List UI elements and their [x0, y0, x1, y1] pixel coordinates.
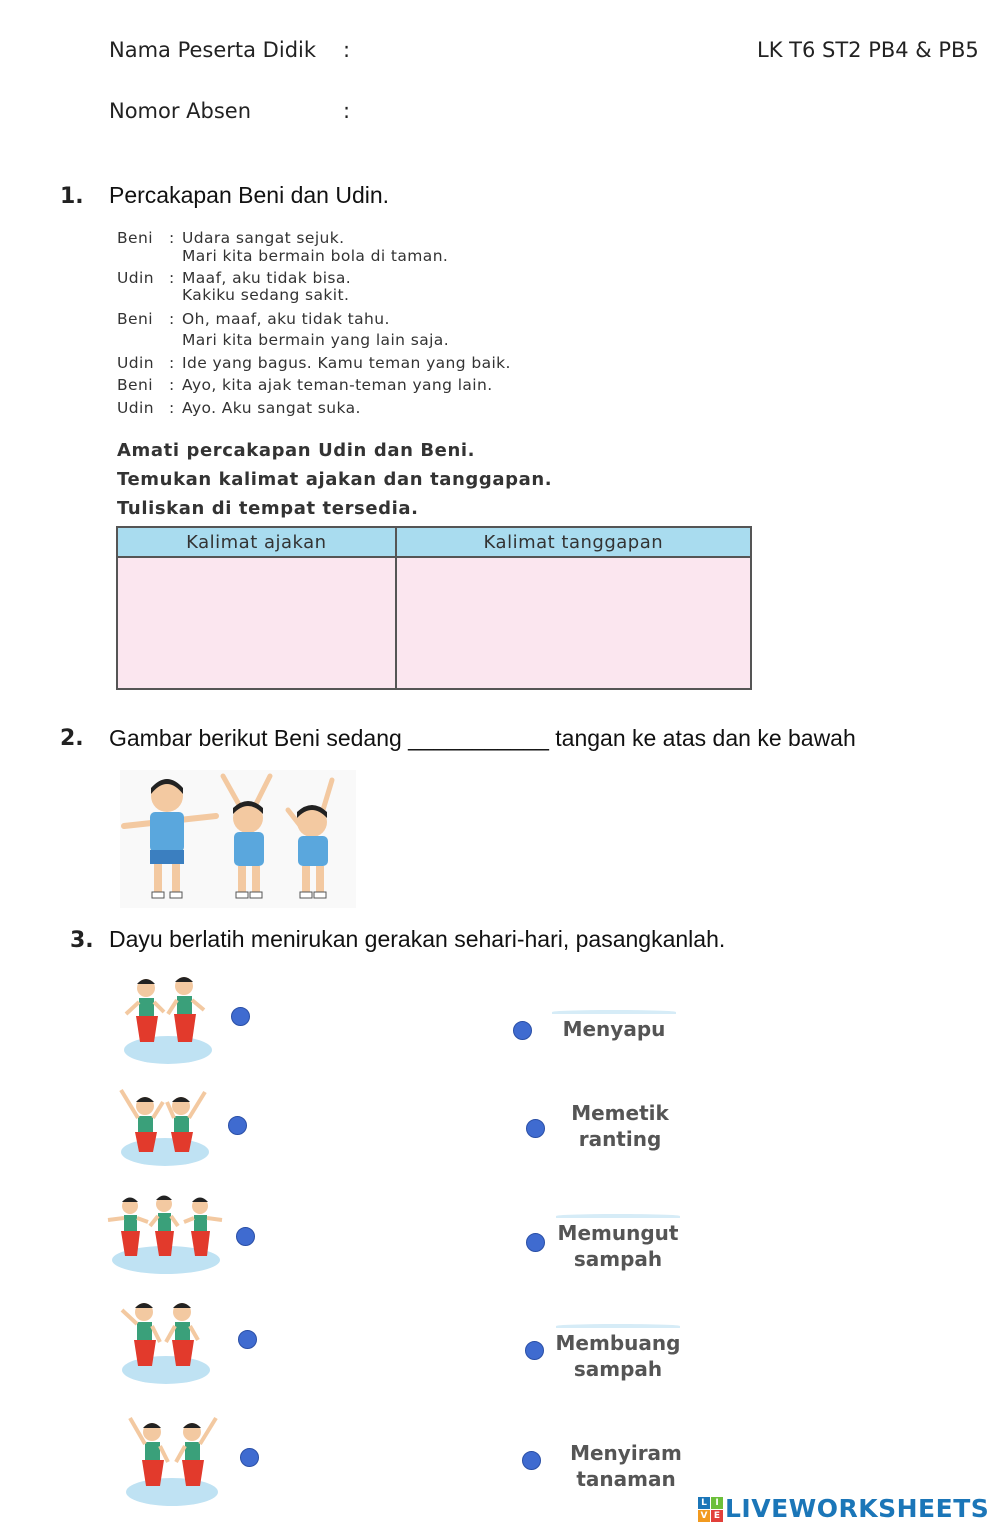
dancer-image-1 [120, 970, 216, 1066]
liveworksheets-logo-icon [698, 1497, 722, 1521]
match-dot-left-5[interactable] [240, 1448, 259, 1467]
question-2-text: Gambar berikut Beni sedang ___________ tangan ke atas dan ke bawah [109, 725, 856, 751]
logo-letter: E [711, 1510, 723, 1522]
absen-label: Nomor Absen [109, 99, 252, 123]
dialogue-line: Ayo, kita ajak teman-teman yang lain. [182, 376, 493, 394]
worksheet-code: LK T6 ST2 PB4 & PB5 [757, 38, 979, 62]
match-dot-right-4[interactable] [525, 1341, 544, 1360]
dialogue-line: Maaf, aku tidak bisa. [182, 269, 352, 287]
dialogue-speaker: Beni [117, 229, 153, 247]
dialogue-line: Mari kita bermain bola di taman. [182, 247, 449, 265]
match-dot-left-2[interactable] [228, 1116, 247, 1135]
question-1-number: 1. [60, 184, 84, 209]
option-text: sampah [573, 1357, 663, 1381]
option-label-4 [548, 1324, 688, 1382]
label-cap-decoration [556, 1324, 680, 1328]
match-dot-left-1[interactable] [231, 1007, 250, 1026]
option-text: sampah [573, 1247, 663, 1271]
instruction-1: Amati percakapan Udin dan Beni. [117, 440, 476, 461]
option-label-1 [544, 1010, 684, 1042]
option-label-5 [556, 1440, 696, 1492]
dialogue-line: Udara sangat sejuk. [182, 229, 345, 247]
dialogue-speaker: Beni [117, 376, 153, 394]
logo-letter: L [698, 1497, 710, 1509]
dialogue-separator: : [169, 229, 175, 247]
match-dot-right-3[interactable] [526, 1233, 545, 1252]
option-text: Memetik [571, 1101, 669, 1125]
option-label-3 [548, 1214, 688, 1272]
dialogue-speaker: Beni [117, 310, 153, 328]
option-text: ranting [578, 1127, 662, 1151]
match-dot-right-2[interactable] [526, 1119, 545, 1138]
match-dot-right-1[interactable] [513, 1021, 532, 1040]
absen-colon: : [343, 99, 351, 123]
option-text: Memungut [557, 1221, 679, 1245]
dialogue-line: Oh, maaf, aku tidak tahu. [182, 310, 390, 328]
dialogue-line: Ide yang bagus. Kamu teman yang baik. [182, 354, 511, 372]
name-colon: : [343, 38, 351, 62]
logo-letter: V [698, 1510, 710, 1522]
student-name-label: Nama Peserta Didik [109, 38, 317, 62]
match-dot-left-4[interactable] [238, 1330, 257, 1349]
dancer-image-2 [115, 1080, 215, 1168]
question-1-title: Percakapan Beni dan Udin. [109, 182, 390, 208]
option-text: tanaman [576, 1467, 676, 1491]
liveworksheets-wordmark: LIVEWORKSHEETS [725, 1494, 990, 1523]
question-3-text: Dayu berlatih menirukan gerakan sehari-hari, pasangkanlah. [109, 926, 726, 952]
match-dot-right-5[interactable] [522, 1451, 541, 1470]
instruction-3: Tuliskan di tempat tersedia. [117, 498, 419, 519]
label-cap-decoration [552, 1010, 676, 1014]
option-text: Membuang [555, 1331, 681, 1355]
option-text: Menyiram [570, 1441, 682, 1465]
answer-table [116, 526, 752, 690]
boy-stretching-illustration [120, 770, 356, 908]
dialogue-line: Mari kita bermain yang lain saja. [182, 331, 450, 349]
dialogue-speaker: Udin [117, 354, 154, 372]
option-label-2 [550, 1100, 690, 1152]
dialogue-speaker: Udin [117, 269, 154, 287]
dialogue-separator: : [169, 354, 175, 372]
answer-cell-tanggapan[interactable] [396, 557, 751, 689]
dialogue-separator: : [169, 310, 175, 328]
label-cap-decoration [556, 1214, 680, 1218]
header-kalimat-tanggapan: Kalimat tanggapan [396, 527, 751, 557]
dancer-image-4 [116, 1294, 216, 1386]
dancer-image-3 [106, 1190, 226, 1276]
instruction-2: Temukan kalimat ajakan dan tanggapan. [117, 469, 553, 490]
logo-letter: I [711, 1497, 723, 1509]
option-text: Menyapu [562, 1017, 666, 1041]
dialogue-speaker: Udin [117, 399, 154, 417]
liveworksheets-logo [698, 1494, 989, 1523]
answer-cell-ajakan[interactable] [117, 557, 396, 689]
dialogue-separator: : [169, 399, 175, 417]
question-2-number: 2. [60, 726, 84, 751]
dialogue-line: Kakiku sedang sakit. [182, 286, 350, 304]
match-dot-left-3[interactable] [236, 1227, 255, 1246]
dialogue-separator: : [169, 376, 175, 394]
dialogue-line: Ayo. Aku sangat suka. [182, 399, 361, 417]
question-3-number: 3. [70, 928, 94, 953]
header-kalimat-ajakan: Kalimat ajakan [117, 527, 396, 557]
dialogue-separator: : [169, 269, 175, 287]
dancer-image-5 [120, 1410, 224, 1508]
